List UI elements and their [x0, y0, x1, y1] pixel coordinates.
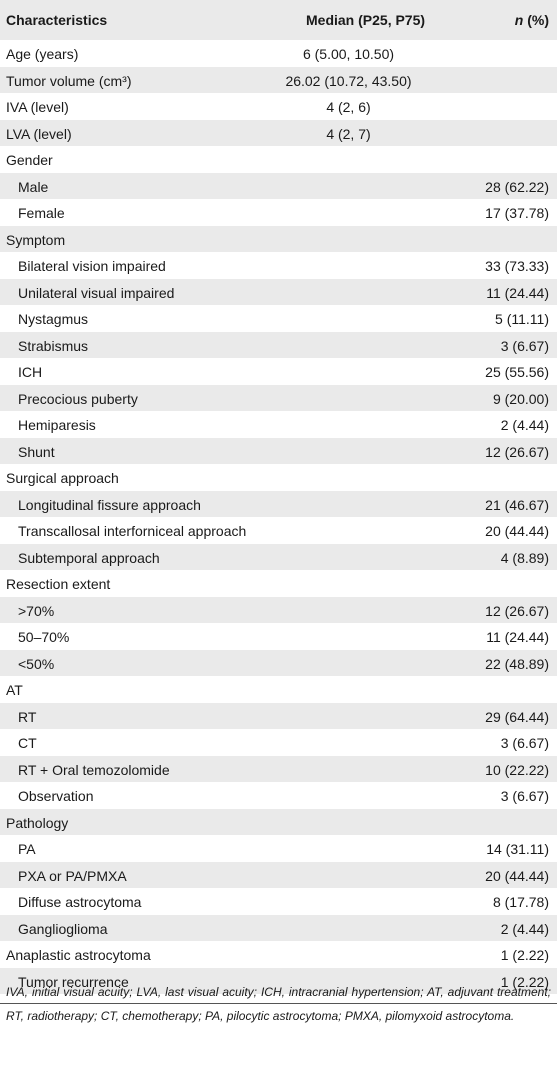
table-row	[0, 385, 557, 412]
row-n-percent: 25 (55.56)	[485, 364, 549, 380]
row-label: Symptom	[6, 231, 66, 248]
table-row	[0, 809, 557, 836]
table-row	[0, 862, 557, 889]
table-row	[0, 835, 557, 862]
table-row	[0, 756, 557, 783]
row-label: Precocious puberty	[18, 390, 138, 407]
row-n-percent: 12 (26.67)	[485, 602, 549, 619]
row-label: Subtemporal approach	[18, 549, 160, 566]
row-n-percent: 2 (4.44)	[500, 417, 549, 433]
row-label: PA	[18, 841, 36, 857]
table-row	[0, 491, 557, 518]
row-n-percent: 29 (64.44)	[485, 708, 549, 725]
row-label: RT	[18, 708, 37, 725]
header-pct: (%)	[523, 12, 549, 28]
row-label: Surgical approach	[6, 470, 119, 486]
row-n-percent: 12 (26.67)	[485, 443, 549, 460]
table-row	[0, 941, 557, 968]
table-row	[0, 332, 557, 359]
table-row	[0, 120, 557, 147]
row-label: IVA (level)	[6, 99, 69, 115]
table-row	[0, 517, 557, 544]
row-label: Resection extent	[6, 576, 111, 592]
row-label: Unilateral visual impaired	[18, 284, 175, 301]
row-label: AT	[6, 682, 23, 698]
header-n-percent	[515, 12, 549, 28]
table-row	[0, 252, 557, 279]
table-row	[0, 438, 557, 465]
row-n-percent: 20 (44.44)	[485, 867, 549, 884]
table-row	[0, 597, 557, 624]
row-label: 50–70%	[18, 629, 70, 645]
row-n-percent: 21 (46.67)	[485, 496, 549, 513]
row-label: Female	[18, 205, 65, 221]
table-row	[0, 199, 557, 226]
footnote: IVA, initial visual acuity; LVA, last visual acuity; ICH, intracranial hypertension; AT, adjuvant treatment; RT, radiotherapy; CT, chemotherapy; PA, pilocytic astrocytoma; PMXA, pilomyxoid astrocytoma.	[6, 985, 551, 1023]
row-n-percent: 3 (6.67)	[500, 337, 549, 354]
table-row	[0, 676, 557, 703]
row-label: Ganglioglioma	[18, 920, 108, 937]
row-n-percent: 2 (4.44)	[500, 920, 549, 937]
table-row	[0, 650, 557, 677]
table-row	[0, 226, 557, 253]
row-label: Age (years)	[6, 46, 79, 62]
row-n-percent: 17 (37.78)	[485, 205, 549, 221]
table-row	[0, 782, 557, 809]
row-label: Shunt	[18, 443, 55, 460]
row-label: Pathology	[6, 814, 69, 831]
table-row	[0, 570, 557, 597]
table-row	[0, 305, 557, 332]
row-n-percent: 3 (6.67)	[500, 788, 549, 804]
row-n-percent: 20 (44.44)	[485, 523, 549, 539]
row-label: Observation	[18, 788, 94, 804]
row-label: Anaplastic astrocytoma	[6, 947, 151, 963]
row-label: <50%	[18, 655, 55, 672]
header-n: n	[514, 12, 524, 28]
row-label: Strabismus	[18, 337, 89, 354]
row-median: 4 (2, 7)	[326, 125, 371, 142]
row-n-percent: 22 (48.89)	[485, 655, 549, 672]
row-label: Bilateral vision impaired	[18, 258, 166, 274]
row-n-percent: 1 (2.22)	[500, 947, 549, 963]
table-row	[0, 915, 557, 942]
table-row	[0, 888, 557, 915]
table-row	[0, 67, 557, 94]
table-row	[0, 358, 557, 385]
table-row	[0, 703, 557, 730]
table-row	[0, 464, 557, 491]
row-n-percent: 8 (17.78)	[492, 894, 549, 910]
table-row	[0, 173, 557, 200]
row-label: Tumor recurrence	[18, 973, 129, 990]
table-row	[0, 146, 557, 173]
table-row	[0, 623, 557, 650]
row-label: Diffuse astrocytoma	[18, 894, 142, 910]
table-header	[0, 0, 557, 40]
row-label: >70%	[18, 602, 55, 619]
row-n-percent: 3 (6.67)	[500, 735, 549, 751]
row-n-percent: 9 (20.00)	[492, 390, 549, 407]
row-label: Hemiparesis	[18, 417, 96, 433]
table-row	[0, 544, 557, 571]
row-label: RT + Oral temozolomide	[18, 761, 170, 778]
row-n-percent: 28 (62.22)	[485, 178, 549, 195]
row-label: PXA or PA/PMXA	[18, 867, 127, 884]
row-label: Tumor volume (cm³)	[6, 72, 132, 89]
row-n-percent: 33 (73.33)	[485, 258, 549, 274]
row-label: LVA (level)	[6, 125, 72, 142]
row-label: Gender	[6, 152, 53, 168]
row-n-percent: 10 (22.22)	[485, 761, 549, 778]
table-row	[0, 411, 557, 438]
table-row	[0, 729, 557, 756]
row-n-percent: 11 (24.44)	[486, 284, 549, 301]
row-n-percent: 4 (8.89)	[500, 549, 549, 566]
row-label: CT	[18, 735, 37, 751]
row-label: Male	[18, 178, 49, 195]
table-row	[0, 279, 557, 306]
row-median: 26.02 (10.72, 43.50)	[285, 72, 412, 89]
row-label: Nystagmus	[18, 311, 89, 327]
row-n-percent: 11 (24.44)	[486, 629, 549, 645]
table-row	[0, 93, 557, 120]
header-median: Median (P25, P75)	[306, 12, 426, 28]
row-label: Transcallosal interforniceal approach	[18, 523, 247, 539]
row-n-percent: 1 (2.22)	[500, 973, 549, 990]
table-body	[0, 40, 557, 994]
row-n-percent: 14 (31.11)	[486, 841, 549, 857]
row-label: ICH	[18, 364, 43, 380]
header-characteristics: Characteristics	[6, 12, 108, 28]
row-label: Longitudinal fissure approach	[18, 496, 201, 513]
table-row	[0, 40, 557, 67]
row-median: 6 (5.00, 10.50)	[302, 46, 395, 62]
row-n-percent: 5 (11.11)	[495, 311, 549, 327]
row-median: 4 (2, 6)	[326, 99, 371, 115]
